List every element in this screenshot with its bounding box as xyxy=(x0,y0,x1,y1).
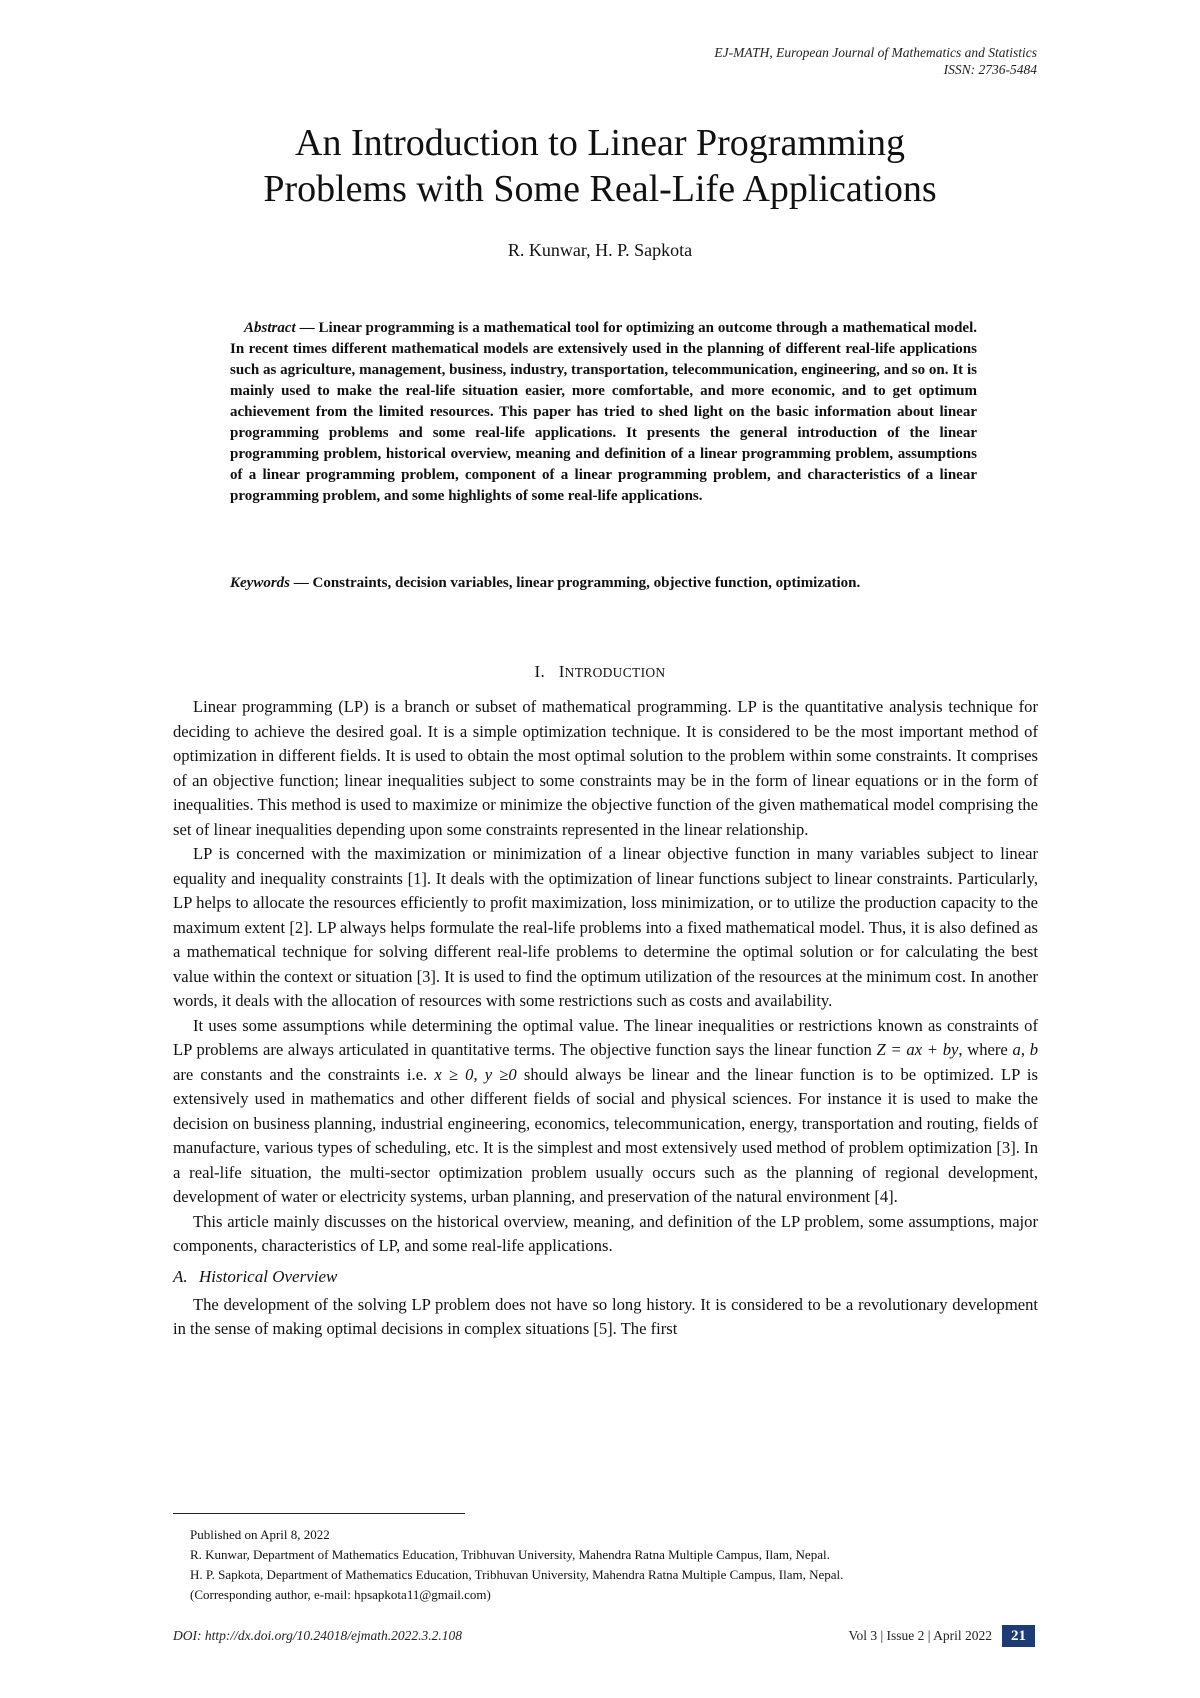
subsection-title: Historical Overview xyxy=(199,1266,338,1286)
title-line-1: An Introduction to Linear Programming xyxy=(295,122,905,164)
paragraph-4: This article mainly discusses on the historical overview, meaning, and definition of the LP problem, some assumptions, major components, characteristics of LP, and some real-life applications. xyxy=(173,1211,1038,1255)
keywords xyxy=(230,573,977,594)
p3-text-b: , where xyxy=(958,1040,1013,1059)
footnotes xyxy=(190,1525,1050,1605)
paragraph-5: The development of the solving LP problem does not have so long history. It is considered to be a revolutionary development in the sense of making optimal decisions in complex situations [5]. The first xyxy=(173,1294,1038,1338)
p3-text-d: should always be linear and the linear function is to be optimized. LP is extensively used in mathematics and other different fields of social and physical sciences. For instance it is used to make the decision on business planning, industrial engineering, economics, telecommunication, energy, transportation and routing, fields of manufacture, various types of scheduling, etc. It is the simplest and most extensively used method of problem optimization [3]. In a real-life situation, the multi-sector optimization problem usually occurs such as the planning of regional development, development of water or electricity systems, urban planning, and preservation of the natural environment [4]. xyxy=(173,1064,1038,1206)
paragraph-3 xyxy=(173,1014,1038,1210)
subsection-letter: A. xyxy=(173,1266,188,1286)
p3-text-a: It uses some assumptions while determining the optimal value. The linear inequalities or restrictions known as constraints of LP problems are always articulated in quantitative terms. The objective function says the linear function xyxy=(173,1015,1038,1059)
keywords-text: — Constraints, decision variables, linear programming, objective function, optimization. xyxy=(290,575,861,591)
footnote-published: Published on April 8, 2022 xyxy=(190,1527,330,1542)
authors: R. Kunwar, H. P. Sapkota xyxy=(507,240,693,260)
paper-title xyxy=(0,120,1200,212)
page-number-badge: 21 xyxy=(1002,1625,1035,1647)
abstract-label: Abstract xyxy=(244,320,296,336)
subsection-heading-historical-overview xyxy=(173,1265,1038,1289)
section-numeral: I. xyxy=(534,662,546,681)
journal-name: EJ-MATH, European Journal of Mathematics and Statistics xyxy=(714,45,1037,60)
abstract-text: — Linear programming is a mathematical tool for optimizing an outcome through a mathematical model. In recent times different mathematical models are extensively used in the planning of different real-life applications such as agriculture, management, business, industry, transportation, telecommunication, engineering, and so on. It is mainly used to make the real-life situation easier, more comfortable, and more economic, and to get optimum achievement from the limited resources. This paper has tried to shed light on the basic information about linear programming problems and some real-life applications. It presents the general introduction of the linear programming problem, historical overview, meaning and definition of a linear programming problem, assumptions of a linear programming problem, component of a linear programming problem, and characteristics of a linear programming problem, and some highlights of some real-life applications. xyxy=(230,320,977,504)
footnote-author-1: R. Kunwar, Department of Mathematics Education, Tribhuvan University, Mahendra Ratna Multiple Campus, Ilam, Nepal. xyxy=(190,1547,830,1562)
section-heading-introduction xyxy=(0,662,1200,682)
journal-issn: ISSN: 2736-5484 xyxy=(943,62,1037,77)
doi-link[interactable]: DOI: http://dx.doi.org/10.24018/ejmath.2022.3.2.108 xyxy=(173,1628,462,1643)
equation-nonnegativity: x ≥ 0, y ≥0 xyxy=(434,1064,517,1084)
footnote-corresponding: (Corresponding author, e-mail: hpsapkota11@gmail.com) xyxy=(190,1587,491,1602)
equation-objective: Z = ax + by xyxy=(876,1040,959,1059)
body-text xyxy=(173,695,1038,1342)
paragraph-1: Linear programming (LP) is a branch or subset of mathematical programming. LP is the quantitative analysis technique for deciding to achieve the desired goal. It is a simple optimization technique. It is considered to be the most important method of optimization in different fields. It is used to obtain the most optimal solution to the problem within some constraints. It comprises of an objective function; linear inequalities subject to some constraints may be in the form of linear equations or in the form of inequalities. This method is used to maximize or minimize the objective function of the given mathematical model comprising the set of linear inequalities depending upon some constraints represented in the linear relationship. xyxy=(173,697,1038,839)
issue-info: Vol 3 | Issue 2 | April 2022 xyxy=(848,1628,992,1643)
title-line-2: Problems with Some Real-Life Applications xyxy=(263,168,937,210)
keywords-label: Keywords xyxy=(230,575,290,591)
section-title-rest: NTRODUCTION xyxy=(564,665,666,680)
constants-ab: a, b xyxy=(1012,1040,1038,1059)
section-title-first-letter: I xyxy=(558,662,565,681)
p3-text-c: are constants and the constraints i.e. xyxy=(173,1064,435,1084)
abstract xyxy=(230,318,977,507)
journal-header xyxy=(714,44,1037,78)
footnote-author-2: H. P. Sapkota, Department of Mathematics Education, Tribhuvan University, Mahendra Ratna Multiple Campus, Ilam, Nepal. xyxy=(190,1567,844,1582)
paragraph-2: LP is concerned with the maximization or minimization of a linear objective function in many variables subject to linear equality and inequality constraints [1]. It deals with the optimization of linear functions subject to linear constraints. Particularly, LP helps to allocate the resources efficiently to profit maximization, loss minimization, or to utilize the production capacity to the maximum extent [2]. LP always helps formulate the real-life problems into a fixed mathematical model. Thus, it is also defined as a mathematical technique for solving different real-life problems to determine the optimal solution or for calculating the best value within the context or situation [3]. It is used to find the optimum utilization of the resources at the minimum cost. In another words, it deals with the allocation of resources with some restrictions such as costs and availability. xyxy=(173,844,1038,1010)
footnote-divider xyxy=(173,1513,465,1514)
